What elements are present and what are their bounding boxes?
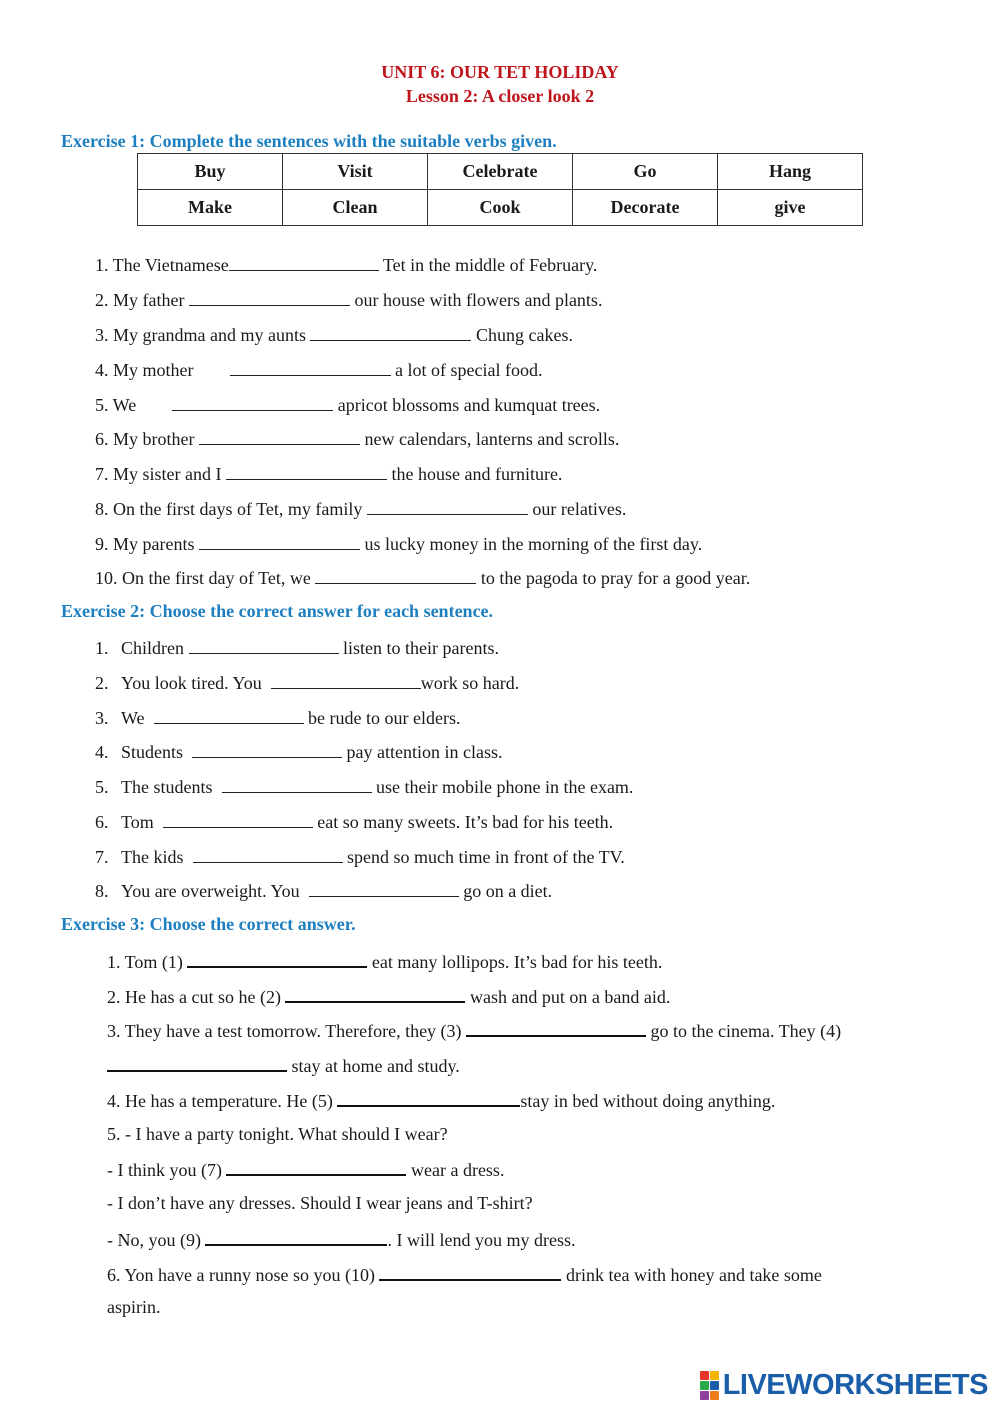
sentence-text: 7. My sister and I [95, 464, 226, 484]
answer-blank[interactable] [337, 1088, 520, 1107]
sentence-text: eat many lollipops. It’s bad for his teeth. [367, 952, 663, 972]
ex1-sentence-10 [95, 566, 750, 589]
sentence-text: drink tea with honey and take some [561, 1265, 822, 1285]
logo-square [700, 1381, 709, 1390]
exercise-3-heading: Exercise 3: Choose the correct answer. [61, 914, 356, 934]
ex3-line-2 [107, 984, 670, 1008]
verb-cell: Go [573, 154, 718, 190]
item-number: 7. [95, 847, 109, 867]
sentence-text: 1. The Vietnamese [95, 255, 229, 275]
logo-square [700, 1371, 709, 1380]
answer-blank[interactable] [154, 706, 304, 724]
ex3-line-11 [107, 1296, 161, 1318]
ex3-line-10 [107, 1262, 822, 1286]
sentence-text: Chung cakes. [471, 325, 573, 345]
answer-blank[interactable] [309, 879, 459, 897]
verb-cell: give [718, 190, 863, 226]
ex3-line-1 [107, 949, 662, 973]
sentence-text: the house and furniture. [386, 464, 563, 484]
ex3-line-5 [107, 1088, 775, 1112]
sentence-text: 3. They have a test tomorrow. Therefore, they (3) [107, 1021, 467, 1041]
verb-cell: Celebrate [428, 154, 573, 190]
ex3-line-8 [107, 1192, 533, 1214]
verb-row [138, 154, 863, 190]
answer-blank[interactable] [226, 462, 387, 480]
sentence-text: 3. My grandma and my aunts [95, 325, 311, 345]
sentence-text: be rude to our elders. [303, 708, 461, 728]
ex1-sentence-6 [95, 427, 619, 450]
sentence-text: go to the cinema. They (4) [646, 1021, 842, 1041]
sentence-text: new calendars, lanterns and scrolls. [359, 429, 620, 449]
answer-blank[interactable] [189, 288, 350, 306]
answer-blank[interactable] [163, 810, 313, 828]
ex3-line-7 [107, 1157, 504, 1181]
sentence-text: 10. On the first day of Tet, we [95, 568, 316, 588]
exercise-1-heading: Exercise 1: Complete the sentences with the suitable verbs given. [61, 131, 557, 151]
sentence-text: - I don’t have any dresses. Should I wear jeans and T-shirt? [107, 1193, 533, 1213]
verb-row [138, 190, 863, 226]
ex2-sentence-5 [95, 775, 633, 798]
sentence-text: . I will lend you my dress. [387, 1230, 576, 1250]
answer-blank[interactable] [199, 532, 360, 550]
exercise-2-heading: Exercise 2: Choose the correct answer for each sentence. [61, 601, 494, 621]
logo-text: LIVEWORKSHEETS [722, 1369, 988, 1401]
answer-blank[interactable] [193, 845, 343, 863]
answer-blank[interactable] [199, 427, 360, 445]
ex2-sentence-7 [95, 845, 625, 868]
ex3-line-3 [107, 1018, 841, 1042]
sentence-text: 5. We [95, 395, 173, 415]
sentence-text: go on a diet. [458, 881, 553, 901]
logo-square [700, 1391, 709, 1400]
sentence-text: 1. Tom (1) [107, 952, 188, 972]
sentence-text: Tom [121, 812, 163, 832]
item-number: 4. [95, 742, 109, 762]
sentence-text: Children [121, 638, 189, 658]
answer-blank[interactable] [271, 671, 421, 689]
sentence-text: 9. My parents [95, 534, 199, 554]
sentence-text: 4. My mother [95, 360, 230, 380]
sentence-text: - No, you (9) [107, 1230, 206, 1250]
answer-blank[interactable] [222, 775, 372, 793]
sentence-text: The kids [121, 847, 193, 867]
item-number: 5. [95, 777, 109, 797]
verb-cell: Hang [718, 154, 863, 190]
answer-blank[interactable] [466, 1018, 646, 1037]
sentence-text: spend so much time in front of the TV. [342, 847, 625, 867]
logo-square [710, 1381, 719, 1390]
sentence-text: 2. He has a cut so he (2) [107, 987, 286, 1007]
sentence-text: listen to their parents. [338, 638, 499, 658]
sentence-text: The students [121, 777, 222, 797]
ex2-sentence-6 [95, 810, 613, 833]
ex1-sentence-4 [95, 358, 542, 381]
sentence-text: 5. - I have a party tonight. What should I wear? [107, 1124, 448, 1144]
sentence-text: us lucky money in the morning of the first day. [359, 534, 703, 554]
sentence-text: 6. My brother [95, 429, 199, 449]
sentence-text: 6. Yon have a runny nose so you (10) [107, 1265, 380, 1285]
answer-blank[interactable] [315, 566, 476, 584]
lesson-title: Lesson 2: A closer look 2 [405, 86, 595, 106]
sentence-text: a lot of special food. [390, 360, 543, 380]
sentence-text: - I think you (7) [107, 1160, 227, 1180]
sentence-text: to the pagoda to pray for a good year. [476, 568, 751, 588]
answer-blank[interactable] [230, 358, 391, 376]
sentence-text: eat so many sweets. It’s bad for his teeth. [312, 812, 614, 832]
sentence-text: stay at home and study. [287, 1056, 460, 1076]
ex1-sentence-2 [95, 288, 602, 311]
sentence-text: 8. On the first days of Tet, my family [95, 499, 367, 519]
sentence-text: You look tired. You [121, 673, 271, 693]
verb-table [137, 153, 863, 226]
sentence-text: wash and put on a band aid. [465, 987, 671, 1007]
item-number: 8. [95, 881, 109, 901]
logo-grid-icon [700, 1371, 719, 1400]
answer-blank[interactable] [229, 253, 379, 271]
ex2-sentence-3 [95, 706, 461, 729]
verb-cell: Visit [283, 154, 428, 190]
sentence-text: We [121, 708, 154, 728]
ex2-sentence-4 [95, 740, 502, 763]
item-number: 2. [95, 673, 109, 693]
answer-blank[interactable] [192, 740, 342, 758]
sentence-text: aspirin. [107, 1297, 161, 1317]
verb-cell: Make [138, 190, 283, 226]
item-number: 3. [95, 708, 109, 728]
item-number: 1. [95, 638, 109, 658]
answer-blank[interactable] [310, 323, 471, 341]
sentence-text: wear a dress. [406, 1160, 505, 1180]
item-number: 6. [95, 812, 109, 832]
answer-blank[interactable] [226, 1157, 406, 1176]
ex1-sentence-3 [95, 323, 573, 346]
ex1-sentence-5 [95, 393, 600, 416]
sentence-text: work so hard. [420, 673, 520, 693]
ex2-sentence-1 [95, 636, 499, 659]
sentence-text: our relatives. [527, 499, 627, 519]
answer-blank[interactable] [187, 949, 367, 968]
sentence-text: apricot blossoms and kumquat trees. [333, 395, 601, 415]
sentence-text: 2. My father [95, 290, 189, 310]
logo-square [710, 1391, 719, 1400]
sentence-text: 4. He has a temperature. He (5) [107, 1091, 338, 1111]
answer-blank[interactable] [107, 1053, 287, 1072]
ex1-sentence-1 [95, 253, 597, 276]
answer-blank[interactable] [379, 1262, 561, 1281]
logo-square [710, 1371, 719, 1380]
answer-blank[interactable] [205, 1227, 387, 1246]
answer-blank[interactable] [285, 984, 465, 1003]
ex2-sentence-8 [95, 879, 552, 902]
sentence-text: Tet in the middle of February. [378, 255, 598, 275]
verb-cell: Clean [283, 190, 428, 226]
ex1-sentence-9 [95, 532, 702, 555]
sentence-text: pay attention in class. [342, 742, 503, 762]
unit-title: UNIT 6: OUR TET HOLIDAY [381, 62, 619, 82]
sentence-text: You are overweight. You [121, 881, 309, 901]
sentence-text: our house with flowers and plants. [349, 290, 603, 310]
answer-blank[interactable] [172, 393, 333, 411]
ex3-line-6 [107, 1123, 448, 1145]
answer-blank[interactable] [367, 497, 528, 515]
ex3-line-9 [107, 1227, 575, 1251]
verb-cell: Buy [138, 154, 283, 190]
sentence-text: stay in bed without doing anything. [520, 1091, 776, 1111]
sentence-text: Students [121, 742, 193, 762]
ex1-sentence-7 [95, 462, 562, 485]
ex2-sentence-2 [95, 671, 519, 694]
ex3-line-4 [107, 1053, 460, 1077]
verb-cell: Cook [428, 190, 573, 226]
verb-cell: Decorate [573, 190, 718, 226]
liveworksheets-logo[interactable] [700, 1369, 988, 1402]
sentence-text: use their mobile phone in the exam. [371, 777, 634, 797]
answer-blank[interactable] [189, 636, 339, 654]
ex1-sentence-8 [95, 497, 626, 520]
